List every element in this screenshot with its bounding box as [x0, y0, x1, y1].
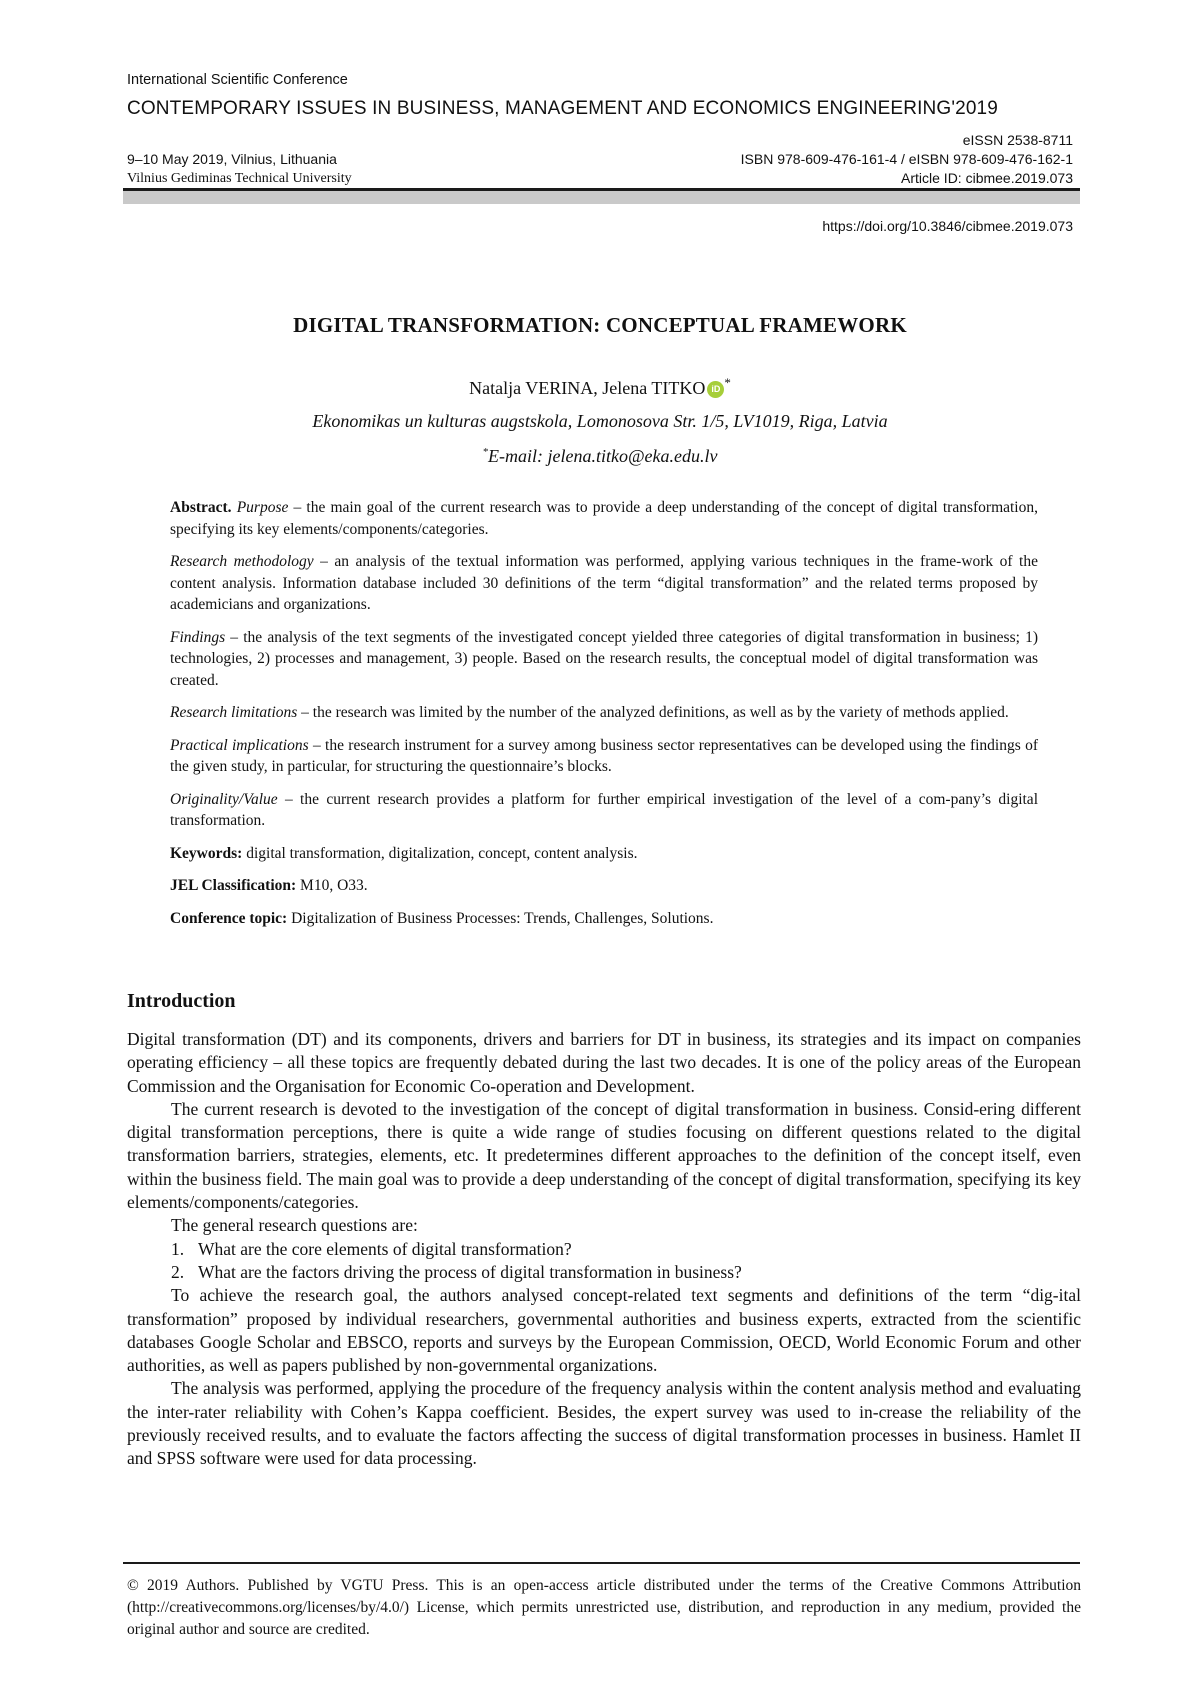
conference-meta-left — [127, 150, 352, 188]
purpose-text: – the main goal of the current research was to provide a deep understanding of the concept of digital transformation, specifying its key elements/components/categories. — [170, 499, 1038, 538]
abstract-limitations — [170, 702, 1038, 724]
implications-label: Practical implications — [170, 736, 309, 754]
article-title: DIGITAL TRANSFORMATION: CONCEPTUAL FRAMEWORK — [293, 313, 907, 337]
intro-paragraph-2: The current research is devoted to the investigation of the concept of digital transformation in business. Consid-ering different digital transformation perceptions, there is quite a wide range of studies focusing on different questions related to the digital transformation barriers, strategies, elements, etc. It predetermines different approaches to the definition of the concept itself, even within the business field. The main goal was to provide a deep understanding of the concept of digital transformation, specifying its key elements/components/categories. — [127, 1098, 1081, 1213]
intro-paragraph-4: To achieve the research goal, the authors analysed concept-related text segments and definitions of the term “dig-ital transformation” proposed by individual researchers, governmental authorities and business experts, extracted from the scientific databases Google Scholar and EBSCO, reports and surveys by the European Commission, OECD, World Economic Forum and other authorities, as well as papers published by non-governmental organizations. — [127, 1285, 1081, 1376]
limitations-label: Research limitations — [170, 704, 298, 721]
doi-link[interactable]: https://doi.org/10.3846/cibmee.2019.073 — [822, 218, 1073, 234]
corresponding-author-mark: * — [724, 375, 731, 390]
methodology-text: – an analysis of the textual information was performed, applying various techniques in the frame-work of the content analysis. Information database included 30 definitions of the term “digital transformation” and the related terms proposed by academicians and organizations. — [170, 553, 1038, 613]
list-item — [127, 1261, 1081, 1284]
abstract-implications — [170, 735, 1038, 778]
abstract-section — [170, 497, 1038, 940]
article-id: Article ID: cibmee.2019.073 — [901, 170, 1073, 186]
intro-paragraph-3: The general research questions are: — [171, 1215, 418, 1236]
jel-label: JEL Classification: — [170, 877, 297, 894]
keywords — [170, 843, 1038, 865]
introduction-body — [127, 1028, 1081, 1471]
header-divider — [123, 188, 1080, 204]
purpose-label: Purpose — [236, 499, 289, 516]
conference-label: International Scientific Conference — [127, 72, 348, 88]
abstract-methodology — [170, 551, 1038, 616]
list-item-number: 1. — [171, 1238, 185, 1259]
abstract-label: Abstract. — [170, 499, 232, 516]
topic-text: Digitalization of Business Processes: Trends, Challenges, Solutions. — [287, 909, 714, 927]
topic-label: Conference topic: — [170, 909, 288, 927]
email-mark: * — [482, 446, 488, 458]
keywords-label: Keywords: — [170, 844, 243, 862]
intro-paragraph-5: The analysis was performed, applying the procedure of the frequency analysis within the content analysis method and evaluating the inter-rater reliability with Cohen’s Kappa coefficient. Besides, the expert survey was used to in-crease the reliability of the previously received results, and to evaluate the factors affecting the success of digital transformation processes in business. Hamlet II and SPSS software were used for data processing. — [127, 1378, 1081, 1469]
isbn: ISBN 978-609-476-161-4 / eISBN 978-609-476-162-1 — [740, 151, 1073, 167]
abstract-originality — [170, 789, 1038, 832]
abstract-findings — [170, 627, 1038, 692]
jel-classification — [170, 875, 1038, 897]
list-item — [127, 1238, 1081, 1261]
license-notice: © 2019 Authors. Published by VGTU Press. This is an open-access article distributed under the terms of the Creative Commons Attribution (http://creativecommons.org/licenses/by/4.0/) License, which permits unrestricted use, distribution, and reproduction in any medium, provided the original author and source are credited. — [127, 1577, 1081, 1638]
findings-label: Findings — [170, 628, 226, 646]
eissn: eISSN 2538-8711 — [962, 132, 1073, 148]
intro-paragraph-1: Digital transformation (DT) and its components, drivers and barriers for DT in business, its strategies and its impact on companies operating efficiency – all these topics are frequently debated during the last two decades. It is one of the policy areas of the European Commission and the Organisation for Economic Co-operation and Development. — [127, 1029, 1081, 1096]
author-names: Natalja VERINA, Jelena TITKO — [469, 378, 706, 398]
affiliation: Ekonomikas un kulturas augstskola, Lomonosova Str. 1/5, LV1019, Riga, Latvia — [312, 411, 888, 431]
contact-email — [0, 446, 1200, 467]
originality-label: Originality/Value — [170, 790, 278, 808]
implications-text: – the research instrument for a survey among business sector representatives can be developed using the findings of the given study, in particular, for structuring the questionnaire’s blocks. — [170, 736, 1038, 775]
conference-title: CONTEMPORARY ISSUES IN BUSINESS, MANAGEMENT AND ECONOMICS ENGINEERING'2019 — [127, 98, 998, 119]
conference-date-place: 9–10 May 2019, Vilnius, Lithuania — [127, 151, 337, 167]
list-item-number: 2. — [171, 1261, 185, 1282]
list-item-text: What are the core elements of digital transformation? — [198, 1238, 572, 1259]
author-line — [0, 375, 1200, 399]
footer-divider — [123, 1562, 1080, 1564]
keywords-text: digital transformation, digitalization, concept, content analysis. — [242, 844, 638, 862]
list-item-text: What are the factors driving the process of digital transformation in business? — [198, 1261, 742, 1282]
orcid-icon[interactable]: iD — [707, 381, 724, 398]
email-address[interactable]: E-mail: jelena.titko@eka.edu.lv — [488, 446, 718, 466]
methodology-label: Research methodology — [170, 553, 314, 570]
findings-text: – the analysis of the text segments of the investigated concept yielded three categories of digital transformation in business; 1) technologies, 2) processes and management, 3) people. Based on the research results, the conceptual model of digital transformation was created. — [170, 628, 1038, 689]
conference-topic — [170, 908, 1038, 930]
abstract-purpose — [170, 497, 1038, 540]
research-questions-list — [127, 1238, 1081, 1285]
limitations-text: – the research was limited by the number of the analyzed definitions, as well as by the variety of methods applied. — [297, 704, 1009, 721]
university-name: Vilnius Gediminas Technical University — [127, 171, 352, 186]
conference-meta-right — [741, 131, 1073, 188]
jel-text: M10, O33. — [296, 877, 368, 894]
originality-text: – the current research provides a platform for further empirical investigation of the level of a com-pany’s digital transformation. — [170, 790, 1038, 829]
introduction-heading: Introduction — [127, 990, 236, 1012]
